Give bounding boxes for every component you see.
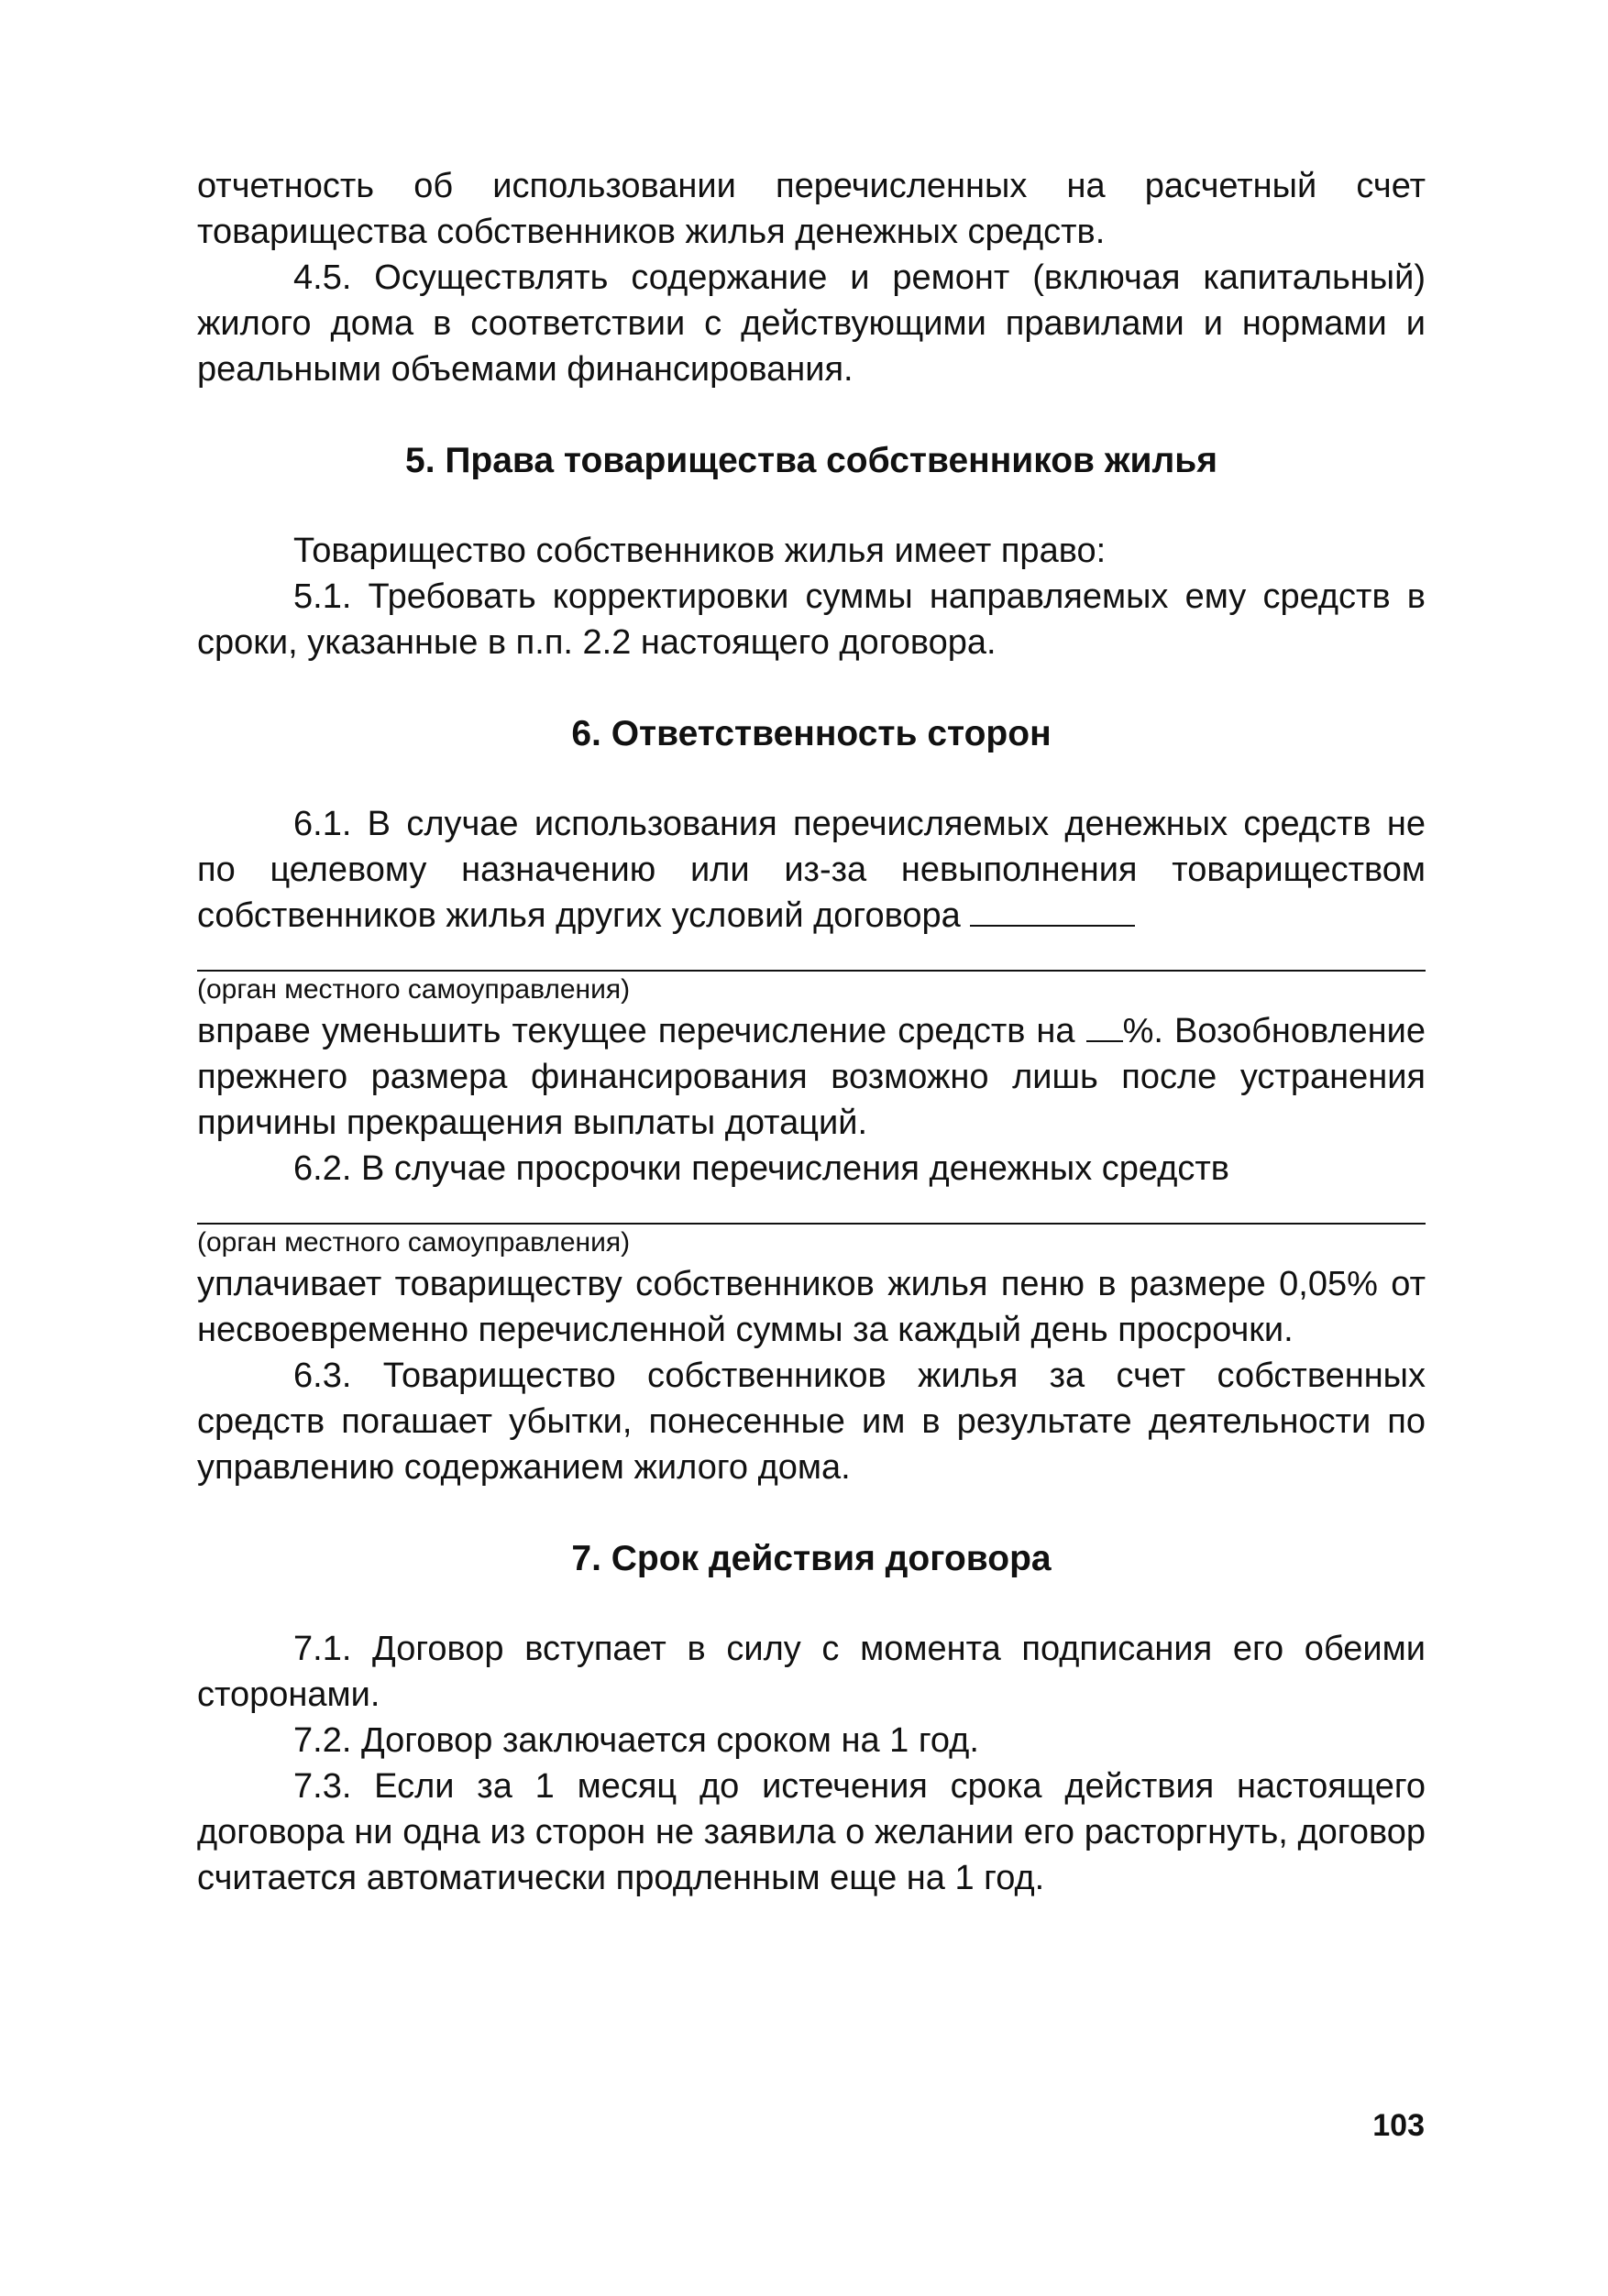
paragraph-6-3: 6.3. Товарищество собственников жилья за счет собственных средств погашает убытки, понесенные им в результате деятельности по управлению содержанием жилого дома. (197, 1357, 1426, 1487)
authority-caption-1: (орган местного самоуправления) (197, 974, 631, 1005)
paragraph-6-2-part1: 6.2. В случае просрочки перечисления денежных средств (293, 1149, 1229, 1188)
page-number: 103 (1372, 2108, 1425, 2143)
authority-caption-2: (орган местного самоуправления) (197, 1227, 631, 1258)
paragraph-6-2-part2: уплачивает товариществу собственников жилья пеню в размере 0,05% от несвоевременно перечисленной суммы за каждый день просрочки. (197, 1265, 1426, 1349)
paragraph-5-1: 5.1. Требовать корректировки суммы направляемых ему средств в сроки, указанные в п.п. 2.2 настоящего договора. (197, 577, 1426, 662)
paragraph-7-1: 7.1. Договор вступает в силу с момента подписания его обеими сторонами. (197, 1630, 1426, 1714)
paragraph-6-1-part2-text-a: вправе уменьшить текущее перечисление средств на (197, 1012, 1075, 1050)
paragraph-4-5: 4.5. Осуществлять содержание и ремонт (включая капитальный) жилого дома в соответствии с действующими правилами и нормами и реальными объемами финансирования. (197, 258, 1426, 389)
paragraph-6-1-part1 (197, 801, 1426, 939)
section-5-title: 5. Права товарищества собственников жилья (405, 441, 1217, 480)
paragraph-6-1-part2 (197, 1008, 1426, 1146)
section-7-title: 7. Срок действия договора (571, 1539, 1052, 1578)
paragraph-7-3: 7.3. Если за 1 месяц до истечения срока действия настоящего договора ни одна из сторон не заявила о желании его расторгнуть, договор считается автоматически продленным еще на 1 год. (197, 1767, 1426, 1897)
document-page (197, 163, 1426, 1901)
paragraph-7-2: 7.2. Договор заключается сроком на 1 год. (293, 1721, 979, 1760)
percent-blank (1086, 1009, 1123, 1042)
paragraph-6-1-part2-text-b: %. Возобновление прежнего размера финансирования возможно лишь после устранения причины прекращения выплаты дотаций. (197, 1012, 1426, 1142)
paragraph-reporting: отчетность об использовании перечисленных на расчетный счет товарищества собственников жилья денежных средств. (197, 167, 1426, 251)
section-5-intro: Товарищество собственников жилья имеет право: (293, 532, 1107, 570)
paragraph-6-1-text: 6.1. В случае использования перечисляемых денежных средств не по целевому назначению или из-за невыполнения товариществом собственников жилья других условий договора (197, 805, 1426, 935)
section-6-title: 6. Ответственность сторон (571, 714, 1052, 753)
blank-line (970, 894, 1135, 927)
